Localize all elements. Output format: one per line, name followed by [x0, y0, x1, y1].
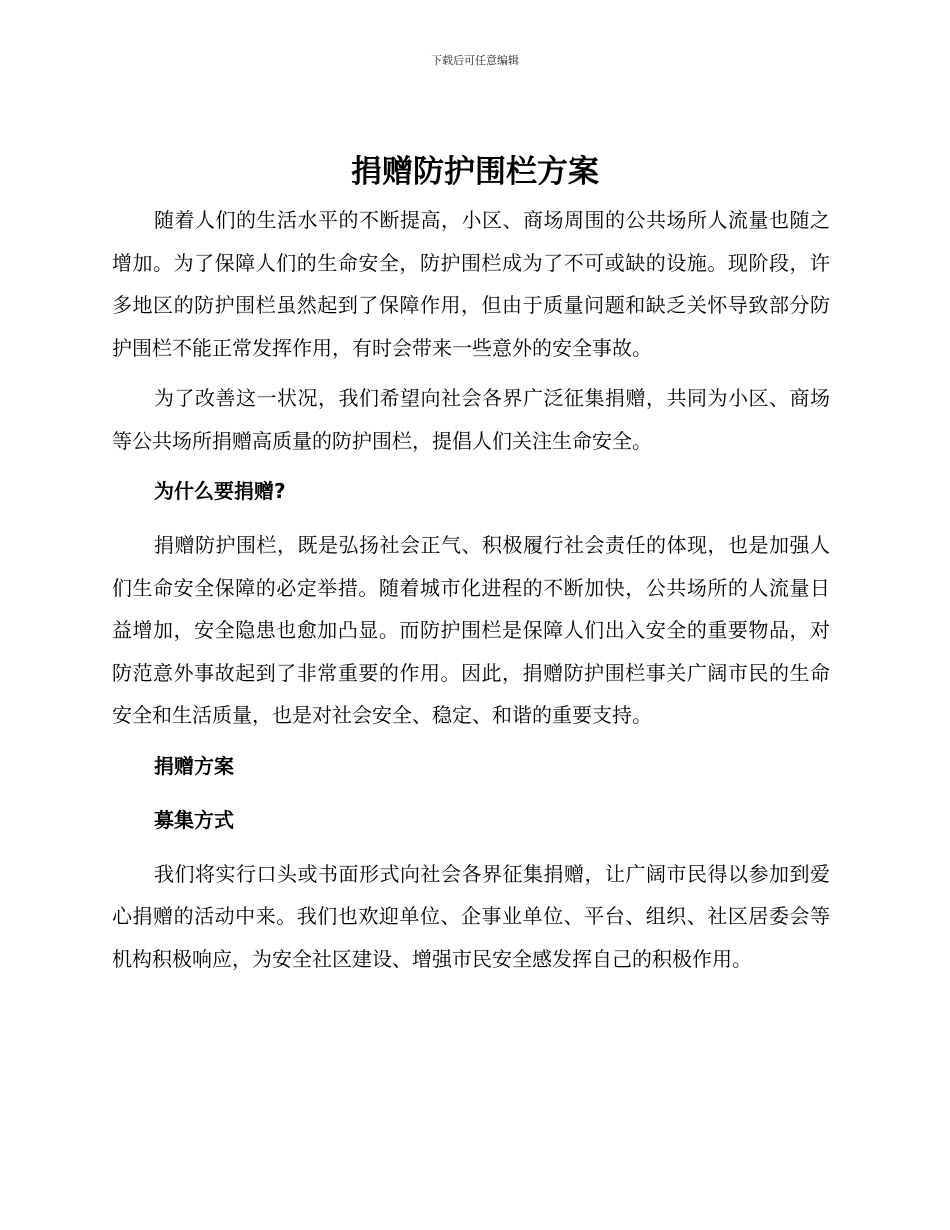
- why-donate-paragraph: 捐赠防护围栏，既是弘扬社会正气、积极履行社会责任的体现，也是加强人们生命安全保障的必定举措。随着城市化进程的不断加快，公共场所的人流量日益增加，安全隐患也愈加凸显。而防护围栏是保障人们出入安全的重要物品，对防范意外事故起到了非常重要的作用。因此，捐赠防护围栏事关广阔市民的生命安全和生活质量，也是对社会安全、稳定、和谐的重要支持。: [112, 533, 830, 727]
- section-heading-why-donate: 为什么要捐赠?: [154, 479, 286, 503]
- document-body: [112, 199, 830, 988]
- header-note: 下载后可任意编辑: [431, 54, 519, 67]
- collection-method-paragraph: 我们将实行口头或书面形式向社会各界征集捐赠，让广阔市民得以参加到爱心捐赠的活动中来。我们也欢迎单位、企事业单位、平台、组织、社区居委会等机构积极响应，为安全社区建设、增强市民安全感发挥自己的积极作用。: [112, 861, 830, 971]
- intro-paragraph: 随着人们的生活水平的不断提高，小区、商场周围的公共场所人流量也随之增加。为了保障人们的生命安全，防护围栏成为了不可或缺的设施。现阶段，许多地区的防护围栏虽然起到了保障作用，但由于质量问题和缺乏关怀导致部分防护围栏不能正常发挥作用，有时会带来一些意外的安全事故。: [112, 208, 830, 360]
- appeal-paragraph: 为了改善这一状况，我们希望向社会各界广泛征集捐赠，共同为小区、商场等公共场所捐赠高质量的防护围栏，提倡人们关注生命安全。: [112, 386, 830, 453]
- document-title: 捐赠防护围栏方案: [351, 154, 599, 190]
- section-heading-donation-plan: 捐赠方案: [154, 753, 234, 778]
- section-heading-collection-method: 募集方式: [154, 807, 234, 832]
